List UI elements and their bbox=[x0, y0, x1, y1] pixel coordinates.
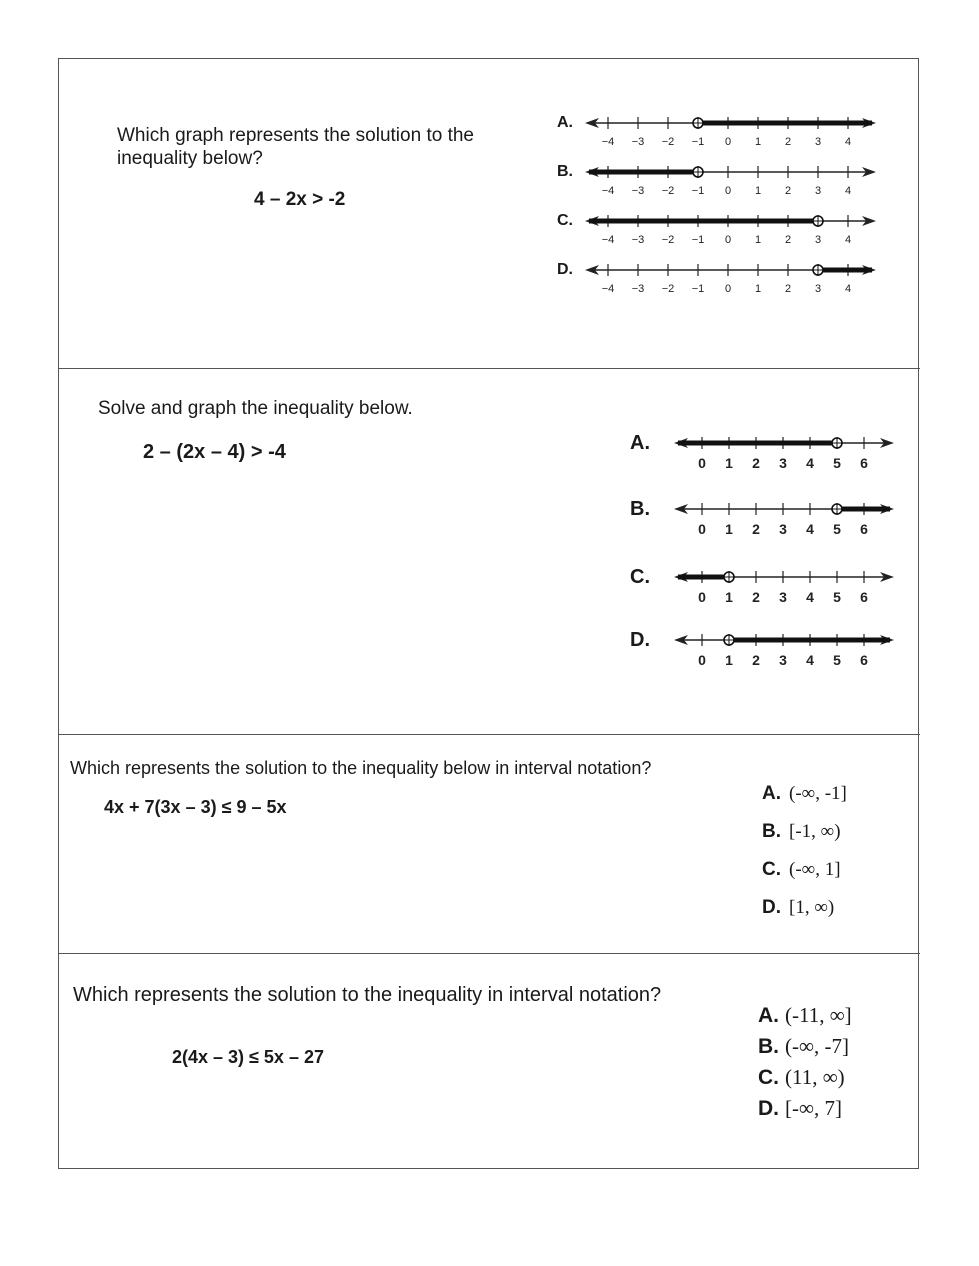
option-text: [-1, ∞) bbox=[789, 821, 841, 842]
option-letter: D. bbox=[762, 897, 781, 918]
q3-option-d[interactable] bbox=[762, 897, 834, 919]
q2-number-line-d[interactable] bbox=[664, 628, 904, 668]
option-text: [1, ∞) bbox=[789, 897, 835, 918]
tick-label: 0 bbox=[698, 521, 706, 537]
q4-option-b[interactable] bbox=[758, 1034, 849, 1059]
option-text: (-∞, 1] bbox=[789, 859, 841, 880]
option-text: [-∞, 7] bbox=[785, 1096, 842, 1120]
tick-label: −4 bbox=[601, 136, 615, 148]
q1-prompt-line: inequality below? bbox=[117, 148, 263, 169]
q3-option-b[interactable] bbox=[762, 821, 841, 843]
q2-number-line-b[interactable] bbox=[664, 497, 904, 537]
tick-label: 1 bbox=[725, 652, 733, 668]
q1-option-letter[interactable]: A. bbox=[557, 114, 573, 131]
option-letter: B. bbox=[762, 821, 781, 842]
tick-label: 3 bbox=[814, 136, 822, 148]
option-letter: A. bbox=[762, 783, 781, 804]
tick-label: 4 bbox=[844, 185, 852, 197]
tick-label: 1 bbox=[754, 283, 762, 295]
q2-option-letter[interactable]: C. bbox=[630, 566, 650, 588]
tick-label: 1 bbox=[754, 136, 762, 148]
tick-label: −3 bbox=[631, 283, 645, 295]
tick-label: 0 bbox=[698, 455, 706, 471]
tick-label: 3 bbox=[779, 455, 787, 471]
tick-label: −3 bbox=[631, 136, 645, 148]
q1-number-line-c[interactable] bbox=[575, 209, 886, 249]
option-letter: C. bbox=[762, 859, 781, 880]
option-letter: D. bbox=[758, 1097, 779, 1120]
tick-label: 2 bbox=[784, 185, 792, 197]
q2-option-letter[interactable]: D. bbox=[630, 629, 650, 651]
q1-option-letter[interactable]: C. bbox=[557, 212, 573, 229]
q4-option-a[interactable] bbox=[758, 1003, 852, 1028]
option-text: (-∞, -7] bbox=[785, 1034, 849, 1058]
q1-option-letter[interactable]: D. bbox=[557, 261, 573, 278]
q2-option-letter[interactable]: B. bbox=[630, 498, 650, 520]
tick-label: 3 bbox=[814, 234, 822, 246]
tick-label: 5 bbox=[833, 455, 841, 471]
tick-label: 3 bbox=[814, 283, 822, 295]
tick-label: 1 bbox=[754, 185, 762, 197]
q1-number-line-a[interactable] bbox=[575, 111, 886, 151]
q2-option-letter[interactable]: A. bbox=[630, 432, 650, 454]
q3-option-a[interactable] bbox=[762, 783, 847, 805]
tick-label: 3 bbox=[779, 652, 787, 668]
option-text: (-11, ∞] bbox=[785, 1003, 852, 1027]
q3-equation: 4x + 7(3x – 3) ≤ 9 – 5x bbox=[104, 797, 287, 817]
tick-label: −2 bbox=[661, 234, 675, 246]
q1-prompt bbox=[117, 124, 474, 170]
tick-label: 3 bbox=[779, 521, 787, 537]
q2-equation: 2 – (2x – 4) > -4 bbox=[143, 441, 286, 463]
tick-label: 2 bbox=[784, 283, 792, 295]
tick-label: 2 bbox=[752, 589, 760, 605]
tick-label: −4 bbox=[601, 185, 615, 197]
tick-label: −1 bbox=[691, 234, 705, 246]
tick-label: 4 bbox=[806, 455, 814, 471]
tick-label: −4 bbox=[601, 234, 615, 246]
option-letter: B. bbox=[758, 1035, 779, 1058]
q4-equation: 2(4x – 3) ≤ 5x – 27 bbox=[172, 1047, 324, 1067]
q1-prompt-line: Which graph represents the solution to the bbox=[117, 125, 474, 146]
q4-option-d[interactable] bbox=[758, 1096, 842, 1121]
q1-option-letter[interactable]: B. bbox=[557, 163, 573, 180]
tick-label: −2 bbox=[661, 136, 675, 148]
divider bbox=[58, 734, 920, 735]
q4-option-c[interactable] bbox=[758, 1065, 845, 1090]
option-text: (-∞, -1] bbox=[789, 783, 847, 804]
tick-label: 1 bbox=[754, 234, 762, 246]
q2-number-line-a[interactable] bbox=[664, 431, 904, 471]
tick-label: −1 bbox=[691, 185, 705, 197]
q1-number-line-b[interactable] bbox=[575, 160, 886, 200]
tick-label: 4 bbox=[844, 283, 852, 295]
q3-option-c[interactable] bbox=[762, 859, 841, 881]
tick-label: 1 bbox=[725, 521, 733, 537]
q2-number-line-c[interactable] bbox=[664, 565, 904, 605]
tick-label: 3 bbox=[814, 185, 822, 197]
tick-label: −2 bbox=[661, 185, 675, 197]
option-letter: A. bbox=[758, 1004, 779, 1027]
q1-number-line-d[interactable] bbox=[575, 258, 886, 298]
tick-label: 1 bbox=[725, 455, 733, 471]
q4-prompt: Which represents the solution to the inequality in interval notation? bbox=[73, 984, 662, 1006]
tick-label: 2 bbox=[784, 234, 792, 246]
tick-label: 0 bbox=[724, 185, 732, 197]
option-letter: C. bbox=[758, 1066, 779, 1089]
q1-equation: 4 – 2x > -2 bbox=[254, 189, 346, 210]
tick-label: −4 bbox=[601, 283, 615, 295]
tick-label: 2 bbox=[752, 455, 760, 471]
q2-prompt: Solve and graph the inequality below. bbox=[98, 398, 413, 419]
tick-label: 4 bbox=[806, 589, 814, 605]
tick-label: −3 bbox=[631, 234, 645, 246]
q3-prompt: Which represents the solution to the inequality below in interval notation? bbox=[70, 758, 652, 778]
tick-label: 5 bbox=[833, 652, 841, 668]
tick-label: −3 bbox=[631, 185, 645, 197]
divider bbox=[58, 368, 920, 369]
tick-label: 4 bbox=[806, 652, 814, 668]
tick-label: 2 bbox=[752, 652, 760, 668]
tick-label: 0 bbox=[724, 136, 732, 148]
tick-label: 6 bbox=[860, 652, 868, 668]
tick-label: 5 bbox=[833, 521, 841, 537]
tick-label: 4 bbox=[806, 521, 814, 537]
tick-label: 1 bbox=[725, 589, 733, 605]
tick-label: 4 bbox=[844, 136, 852, 148]
tick-label: 0 bbox=[724, 283, 732, 295]
tick-label: 6 bbox=[860, 521, 868, 537]
tick-label: 2 bbox=[752, 521, 760, 537]
tick-label: 6 bbox=[860, 455, 868, 471]
tick-label: −1 bbox=[691, 283, 705, 295]
option-text: (11, ∞) bbox=[785, 1065, 845, 1089]
tick-label: 5 bbox=[833, 589, 841, 605]
tick-label: 0 bbox=[724, 234, 732, 246]
tick-label: 3 bbox=[779, 589, 787, 605]
divider bbox=[58, 953, 920, 954]
tick-label: 2 bbox=[784, 136, 792, 148]
tick-label: −2 bbox=[661, 283, 675, 295]
tick-label: 0 bbox=[698, 652, 706, 668]
tick-label: 6 bbox=[860, 589, 868, 605]
tick-label: 0 bbox=[698, 589, 706, 605]
tick-label: 4 bbox=[844, 234, 852, 246]
tick-label: −1 bbox=[691, 136, 705, 148]
